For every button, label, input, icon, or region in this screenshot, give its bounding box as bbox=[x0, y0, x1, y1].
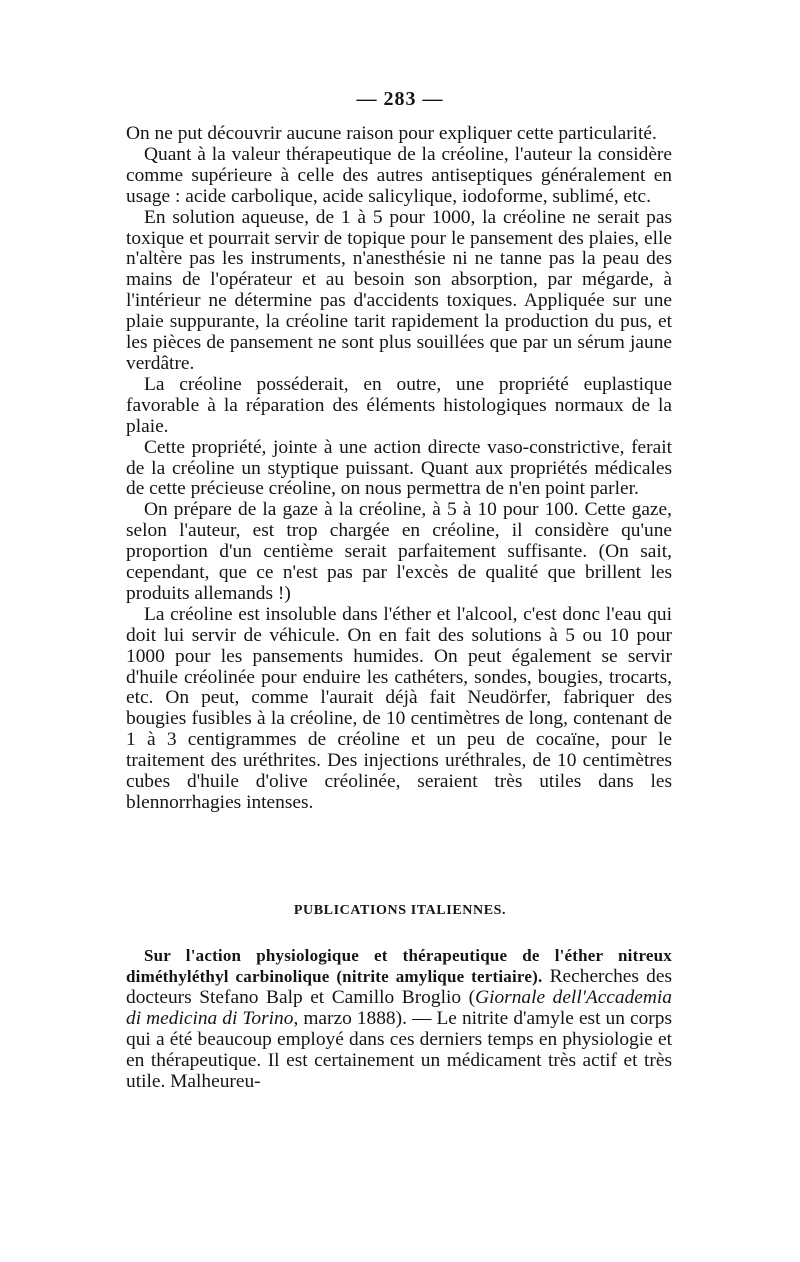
paragraph: Quant à la valeur thérapeutique de la créoline, l'auteur la considère comme supérieure à celle des autres antiseptiques généralement en usage : acide carbolique, acide salicylique, iodoforme, sublimé, etc. bbox=[126, 143, 672, 207]
body-text bbox=[126, 124, 672, 814]
journal-name: Giornale dell'Accademia di medicina di Torino bbox=[126, 987, 672, 1029]
paragraph: En solution aqueuse, de 1 à 5 pour 1000, la créoline ne serait pas toxique et pourrait servir de topique pour le pansement des plaies, elle n'altère pas les instruments, n'anesthésie ni ne tanne pas la peau des mains de l'opérateur et au besoin son absorption, par mégarde, à l'intérieur ne détermine pas d'accidents toxiques. Appliquée sur une plaie suppurante, la créoline tarit rapidement la production du pus, et les pièces de pansement ne sont plus souillées que par un sérum jaune verdâtre. bbox=[126, 206, 672, 374]
article-paragraph bbox=[126, 945, 672, 1092]
journal-date: , marzo 1888). bbox=[293, 1008, 407, 1029]
paragraph: La créoline est insoluble dans l'éther et l'alcool, c'est donc l'eau qui doit lui servir de véhicule. On en fait des solutions à 5 ou 10 pour 1000 pour les pansements humides. On peut également se servir d'huile créolinée pour enduire les cathéters, sondes, bougies, trocarts, etc. On peut, comme l'aurait déjà fait Neudörfer, fabriquer des bougies fusibles à la créoline, de 10 centimètres de long, contenant de 1 à 3 centigrammes de créoline et un peu de cocaïne, pour le traitement des uréthrites. Des injections uréthrales, de 10 centimètres cubes d'huile d'olive créolinée, seraient très utiles dans les blennorrhagies intenses. bbox=[126, 603, 672, 813]
paragraph: La créoline posséderait, en outre, une propriété euplastique favorable à la réparation des éléments histologiques normaux de la plaie. bbox=[126, 373, 672, 437]
article-authors: Recherches des docteurs Stefano Balp et Camillo Broglio bbox=[126, 966, 672, 1008]
article-title: Sur l'action physiologique et thérapeutique de l'éther nitreux diméthyléthyl carbinolique (nitrite amylique tertiaire). bbox=[126, 946, 672, 986]
journal-open: ( bbox=[468, 987, 476, 1008]
paragraph: On ne put découvrir aucune raison pour expliquer cette particularité. bbox=[126, 123, 657, 144]
article-text: — Le nitrite d'amyle est un corps qui a été beaucoup employé dans ces derniers temps en physiologie et en thérapeutique. Il est certainement un médicament très actif et très utile. Malheureu- bbox=[126, 1008, 672, 1092]
section-heading: PUBLICATIONS ITALIENNES. bbox=[293, 903, 507, 918]
article bbox=[126, 945, 672, 1092]
paragraph: On prépare de la gaze à la créoline, à 5 à 10 pour 100. Cette gaze, selon l'auteur, est trop chargée en créoline, il considère qu'une proportion d'un centième serait parfaitement suffisante. (On sait, cependant, que ce n'est pas par l'excès de qualité que brillent les produits allemands !) bbox=[126, 499, 672, 604]
page-number: — 283 — bbox=[356, 88, 444, 110]
paragraph: Cette propriété, jointe à une action directe vaso-constrictive, ferait de la créoline un styptique puissant. Quant aux propriétés médicales de cette précieuse créoline, on nous permettra de n'en point parler. bbox=[126, 436, 672, 500]
